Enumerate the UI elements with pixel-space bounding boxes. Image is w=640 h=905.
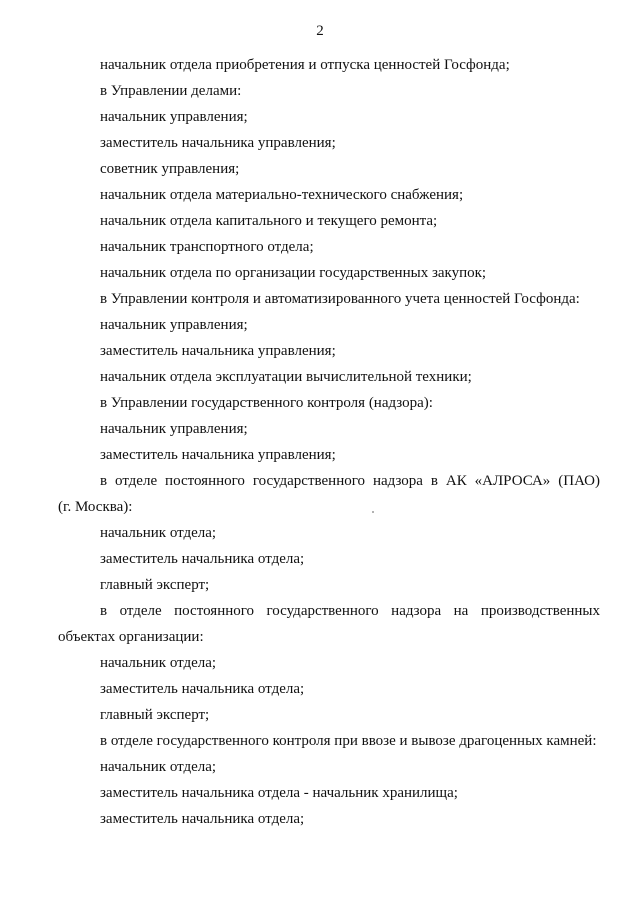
document-line: в Управлении делами: [100, 83, 242, 99]
document-line: начальник отдела; [100, 759, 217, 775]
document-line: начальник управления; [100, 317, 248, 333]
document-line: в отделе постоянного государственного надзора в АК «АЛРОСА» (ПАО) [100, 473, 600, 489]
document-line: начальник отдела капитального и текущего ремонта; [100, 213, 438, 229]
document-line: в Управлении государственного контроля (надзора): [100, 395, 433, 411]
document-line: объектах организации: [58, 629, 204, 645]
document-line: заместитель начальника управления; [100, 135, 336, 151]
document-line: главный эксперт; [100, 707, 210, 723]
document-line: (г. Москва): [58, 499, 133, 515]
document-line: начальник отдела; [100, 655, 217, 671]
document-line: начальник управления; [100, 421, 248, 437]
document-line: заместитель начальника отдела; [100, 811, 305, 827]
document-line: заместитель начальника управления; [100, 343, 336, 359]
document-line: начальник отдела по организации государственных закупок; [100, 265, 487, 281]
scan-speck [372, 511, 374, 513]
document-line: заместитель начальника отдела - начальник хранилища; [100, 785, 458, 801]
document-line: заместитель начальника управления; [100, 447, 336, 463]
document-line: заместитель начальника отдела; [100, 551, 305, 567]
page-number: 2 [316, 23, 324, 39]
document-line: начальник транспортного отдела; [100, 239, 314, 255]
document-line: начальник отдела; [100, 525, 217, 541]
document-body [0, 52, 640, 832]
document-line: советник управления; [100, 161, 240, 177]
document-line: начальник отдела эксплуатации вычислительной техники; [100, 369, 472, 385]
document-line: заместитель начальника отдела; [100, 681, 305, 697]
document-line: в Управлении контроля и автоматизированного учета ценностей Госфонда: [100, 291, 580, 307]
document-line: в отделе государственного контроля при ввозе и вывозе драгоценных камней: [100, 733, 597, 749]
document-line: в отделе постоянного государственного надзора на производственных [100, 603, 600, 619]
document-line: начальник отдела материально-технического снабжения; [100, 187, 464, 203]
document-line: главный эксперт; [100, 577, 210, 593]
document-line: начальник отдела приобретения и отпуска ценностей Госфонда; [100, 57, 510, 73]
document-line: начальник управления; [100, 109, 248, 125]
